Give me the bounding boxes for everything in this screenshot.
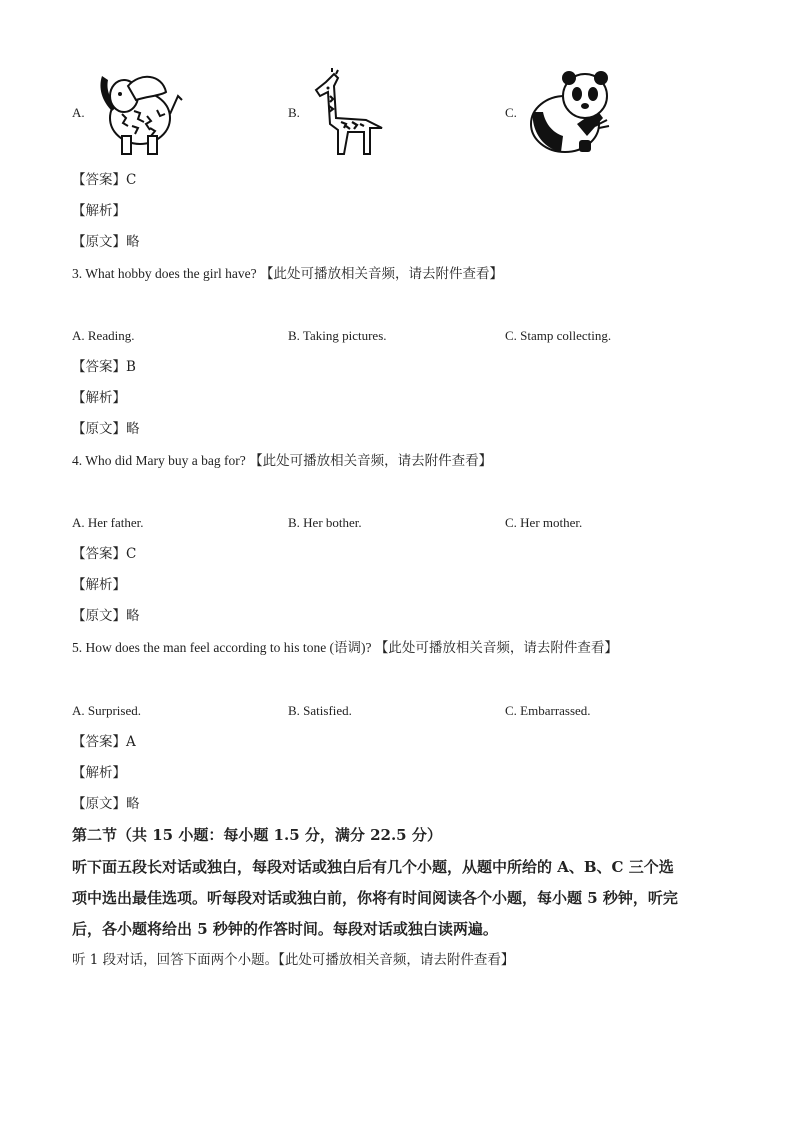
q4-analysis: 【解析】 bbox=[72, 577, 126, 593]
q4-option-c: C. Her mother. bbox=[505, 515, 583, 530]
q4-option-a: A. Her father. bbox=[72, 515, 144, 530]
section2-heading: 第二节（共 15 小题：每小题 1.5 分，满分 22.5 分） bbox=[72, 826, 442, 844]
q3-question: 3. What hobby does the girl have? 【此处可播放相关音频，请去附件查看】 bbox=[72, 266, 503, 281]
q4-answer: 【答案】C bbox=[72, 546, 137, 562]
q5-option-b: B. Satisfied. bbox=[288, 703, 352, 718]
q2-analysis: 【解析】 bbox=[72, 203, 126, 219]
q2-option-c-letter: C. bbox=[505, 105, 517, 120]
q2-option-b-letter: B. bbox=[288, 105, 300, 120]
q5-question: 5. How does the man feel according to his tone (语调)? 【此处可播放相关音频，请去附件查看】 bbox=[72, 640, 618, 655]
q3-option-a: A. Reading. bbox=[72, 328, 135, 343]
q5-analysis: 【解析】 bbox=[72, 765, 126, 781]
section2-instruction-line-3: 后，各小题将给出 5 秒钟的作答时间。每段对话或独白读两遍。 bbox=[72, 920, 498, 938]
elephant-drawing-icon bbox=[92, 66, 186, 158]
section2-instruction-line-1: 听下面五段长对话或独白，每段对话或独白后有几个小题，从题中所给的 A、B、C 三个选 bbox=[72, 858, 674, 876]
q3-analysis: 【解析】 bbox=[72, 390, 126, 406]
giraffe-drawing-icon bbox=[308, 68, 390, 160]
q4-original: 【原文】略 bbox=[72, 608, 140, 624]
q2-answer: 【答案】C bbox=[72, 172, 137, 188]
q2-original: 【原文】略 bbox=[72, 234, 140, 250]
q2-option-a-letter: A. bbox=[72, 105, 85, 120]
q4-question: 4. Who did Mary buy a bag for? 【此处可播放相关音频，请去附件查看】 bbox=[72, 453, 493, 468]
q5-original: 【原文】略 bbox=[72, 796, 140, 812]
section2-prompt: 听 1 段对话，回答下面两个小题。【此处可播放相关音频，请去附件查看】 bbox=[72, 952, 515, 968]
q4-option-b: B. Her bother. bbox=[288, 515, 362, 530]
q5-answer: 【答案】A bbox=[72, 734, 136, 750]
q3-original: 【原文】略 bbox=[72, 421, 140, 437]
panda-drawing-icon bbox=[525, 66, 611, 156]
section2-instruction-line-2: 项中选出最佳选项。听每段对话或独白前，你将有时间阅读各个小题，每小题 5 秒钟，听完 bbox=[72, 889, 678, 907]
q3-option-b: B. Taking pictures. bbox=[288, 328, 387, 343]
q5-option-a: A. Surprised. bbox=[72, 703, 141, 718]
q3-option-c: C. Stamp collecting. bbox=[505, 328, 612, 343]
q5-option-c: C. Embarrassed. bbox=[505, 703, 591, 718]
q3-answer: 【答案】B bbox=[72, 359, 136, 375]
